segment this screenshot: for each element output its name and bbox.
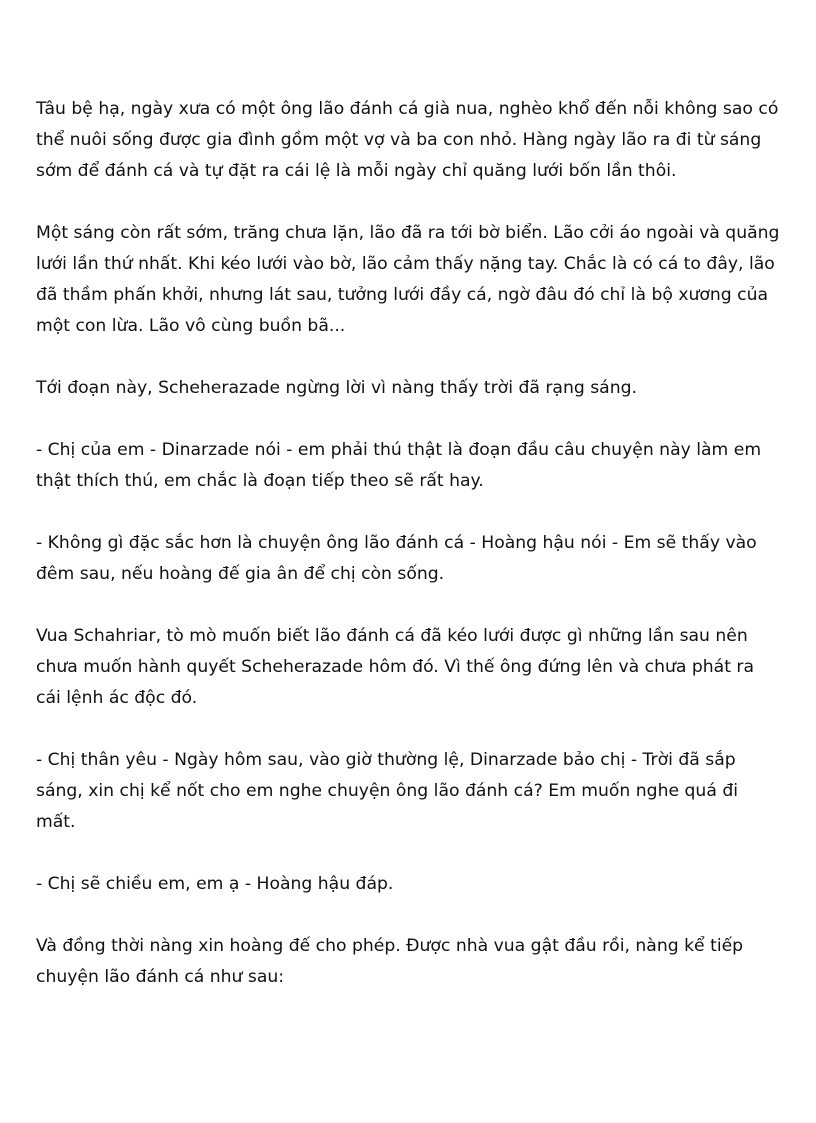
paragraph-6: Vua Schahriar, tò mò muốn biết lão đánh cá đã kéo lưới được gì những lần sau nên chưa muốn hành quyết Scheherazade hôm đó. Vì thế ông đứng lên và chưa phát ra cái lệnh ác độc đó. [36,626,754,708]
paragraph-2: Một sáng còn rất sớm, trăng chưa lặn, lão đã ra tới bờ biển. Lão cởi áo ngoài và quăng lưới lần thứ nhất. Khi kéo lưới vào bờ, lão cảm thấy nặng tay. Chắc là có cá to đây, lão đã thầm phấn khởi, nhưng lát sau, tưởng lưới đầy cá, ngờ đâu đó chỉ là bộ xương của một con lừa. Lão vô cùng buồn bã... [36,223,780,336]
paragraph-7: - Chị thân yêu - Ngày hôm sau, vào giờ thường lệ, Dinarzade bảo chị - Trời đã sắp sáng, xin chị kể nốt cho em nghe chuyện ông lão đánh cá? Em muốn nghe quá đi mất. [36,750,739,832]
paragraph-1: Tâu bệ hạ, ngày xưa có một ông lão đánh cá già nua, nghèo khổ đến nỗi không sao có thể nuôi sống được gia đình gồm một vợ và ba con nhỏ. Hàng ngày lão ra đi từ sáng sớm để đánh cá và tự đặt ra cái lệ là mỗi ngày chỉ quăng lưới bốn lần thôi. [36,99,779,181]
paragraph-3: Tới đoạn này, Scheherazade ngừng lời vì nàng thấy trời đã rạng sáng. [36,378,637,398]
paragraph-8: - Chị sẽ chiều em, em ạ - Hoàng hậu đáp. [36,874,394,894]
paragraph-4: - Chị của em - Dinarzade nói - em phải thú thật là đoạn đầu câu chuyện này làm em thật thích thú, em chắc là đoạn tiếp theo sẽ rất hay. [36,440,762,491]
paragraph-5: - Không gì đặc sắc hơn là chuyện ông lão đánh cá - Hoàng hậu nói - Em sẽ thấy vào đêm sau, nếu hoàng đế gia ân để chị còn sống. [36,533,757,584]
document-body [36,94,781,1024]
paragraph-9: Và đồng thời nàng xin hoàng đế cho phép. Được nhà vua gật đầu rồi, nàng kể tiếp chuyện lão đánh cá như sau: [36,936,744,987]
